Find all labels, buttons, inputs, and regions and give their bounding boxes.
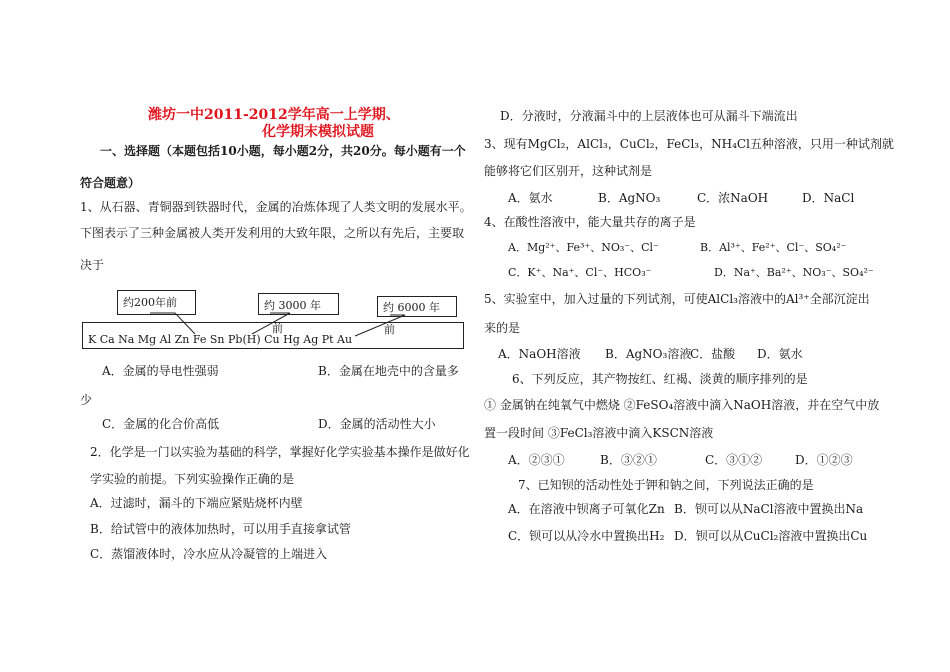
q1-line2: 下图表示了三种金属被人类开发利用的大致年限，之所以有先后，主要取 <box>80 226 465 240</box>
q6-option-d: D．①②③ <box>795 453 853 467</box>
q1-option-a: A．金属的导电性强弱 <box>102 364 219 378</box>
q7-option-b: B．钡可以从NaCl溶液中置换出Na <box>674 502 864 516</box>
q5-option-a: A．NaOH溶液 <box>498 347 581 361</box>
q3-line1: 3、现有MgCl₂，AlCl₃，CuCl₂，FeCl₃，NH₄Cl五种溶液，只用一种试剂就 <box>484 137 894 151</box>
q1-option-d: D．金属的活动性大小 <box>318 417 436 431</box>
pointer-line-c <box>355 315 405 336</box>
q6-option-b: B．③②① <box>600 453 657 467</box>
q2-option-b: B．给试管中的液体加热时，可以用手直接拿试管 <box>90 522 351 536</box>
q5-line1: 5、实验室中，加入过量的下列试剂，可使AlCl₃溶液中的Al³⁺全部沉淀出 <box>484 292 870 306</box>
q4-option-c: C．K⁺、Na⁺、Cl⁻、HCO₃⁻ <box>508 266 652 279</box>
q7-line1: 7、已知钡的活动性处于钾和钠之间，下列说法正确的是 <box>518 478 814 492</box>
q3-option-a: A．氨水 <box>508 191 553 205</box>
pointer-line-b <box>252 313 290 334</box>
q5-option-b: B．AgNO₃溶液 <box>605 347 692 361</box>
q6-line1: 6、下列反应，其产物按红、红褐、淡黄的顺序排列的是 <box>512 372 808 386</box>
q2-line1: 2．化学是一门以实验为基础的科学，掌握好化学实验基本操作是做好化 <box>90 445 470 459</box>
callout-200-years-text: 约200年前 <box>123 296 177 309</box>
title-line1: 潍坊一中2011-2012学年高一上学期、 <box>148 107 400 123</box>
q6-option-c: C．③①② <box>705 453 763 467</box>
q4-line1: 4、在酸性溶液中，能大量共存的离子是 <box>484 215 696 229</box>
section-heading-line2: 符合题意） <box>80 176 141 190</box>
pointer-line-a <box>150 313 195 334</box>
callout-6000-years-text-cont: 前 <box>384 323 395 336</box>
q6-line2: ① 金属钠在纯氧气中燃烧 ②FeSO₄溶液中滴入NaOH溶液，并在空气中放 <box>484 398 880 412</box>
q5-option-d: D．氨水 <box>757 347 803 361</box>
q3-option-c: C．浓NaOH <box>697 191 769 205</box>
q1-option-c: C．金属的化合价高低 <box>102 417 220 431</box>
q7-option-a: A．在溶液中钡离子可氧化Zn <box>508 502 665 516</box>
q6-option-a: A．②③① <box>508 453 565 467</box>
q4-option-a: A．Mg²⁺、Fe³⁺、NO₃⁻、Cl⁻ <box>508 241 659 254</box>
q1-option-b: B．金属在地壳中的含量多 <box>318 364 459 378</box>
callout-6000-years-text: 约 6000 年 <box>383 301 440 314</box>
callout-3000-years-text: 约 3000 年 <box>264 299 321 312</box>
q3-option-d: D．NaCl <box>802 191 855 205</box>
q1-line1: 1、从石器、青铜器到铁器时代，金属的冶炼体现了人类文明的发展水平。 <box>80 200 472 214</box>
q7-option-c: C．钡可以从冷水中置换出H₂ <box>508 529 665 543</box>
q4-option-d: D．Na⁺、Ba²⁺、NO₃⁻、SO₄²⁻ <box>714 266 874 279</box>
metal-activity-series: K Ca Na Mg Al Zn Fe Sn Pb(H) Cu Hg Ag Pt Au <box>88 333 353 346</box>
q3-option-b: B．AgNO₃ <box>598 191 661 205</box>
q2-line2: 学实验的前提。下列实验操作正确的是 <box>90 472 295 486</box>
q3-line2: 能够将它们区别开，这种试剂是 <box>484 164 653 178</box>
q4-option-b: B．Al³⁺、Fe²⁺、Cl⁻、SO₄²⁻ <box>700 241 847 254</box>
callout-3000-years-text-cont: 前 <box>272 322 283 335</box>
q5-line2: 来的是 <box>484 321 521 335</box>
q1-option-b-cont: 少 <box>80 393 93 407</box>
q1-line3: 决于 <box>80 258 105 272</box>
title-line2: 化学期末模拟试题 <box>262 124 374 140</box>
q2-option-c: C．蒸馏液体时，冷水应从冷凝管的上端进入 <box>90 547 328 561</box>
q2-option-d: D．分液时，分液漏斗中的上层液体也可从漏斗下端流出 <box>500 109 798 123</box>
section-heading-line1: 一、选择题（本题包括10小题，每小题2分，共20分。每小题有一个 <box>100 144 466 158</box>
q2-option-a: A．过滤时，漏斗的下端应紧贴烧杯内壁 <box>90 496 303 510</box>
q6-line3: 置一段时间 ③FeCl₃溶液中滴入KSCN溶液 <box>484 426 714 440</box>
q5-option-c: C．盐酸 <box>690 347 736 361</box>
q7-option-d: D．钡可以从CuCl₂溶液中置换出Cu <box>674 529 868 543</box>
